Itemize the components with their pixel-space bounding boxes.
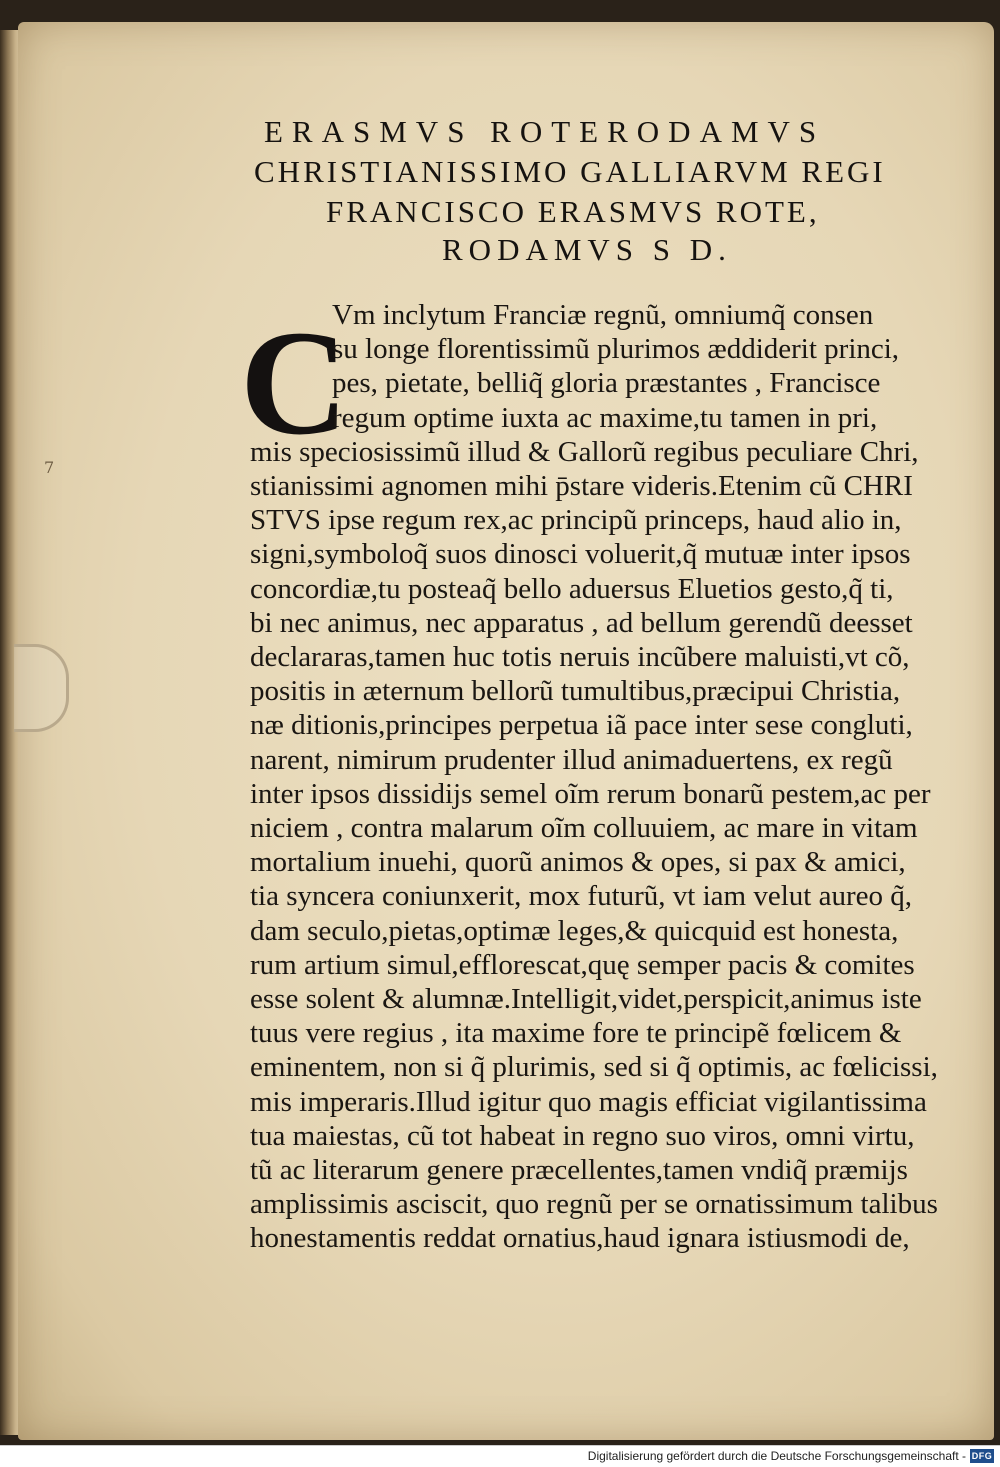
text-line: amplissimis asciscit, quo regnũ per se ornatissimum talibus: [250, 1188, 938, 1221]
heading-line: ERASMVS ROTERODAMVS: [264, 114, 826, 149]
heading-line: RODAMVS S D.: [442, 232, 732, 267]
text-line: dam seculo,pietas,optimæ leges,& quicquid est honesta,: [250, 914, 899, 947]
text-line: niciem , contra malarum oĩm colluuiem, ac mare in vitam: [250, 812, 918, 844]
text-line: STVS ipse regum rex,ac principũ princeps, haud alio in,: [250, 504, 902, 537]
heading-line: FRANCISCO ERASMVS ROTE,: [326, 194, 820, 229]
text-line: rum artium simul,efflorescat,quę semper pacis & comites: [250, 948, 915, 981]
heading-line: CHRISTIANISSIMO GALLIARVM REGI: [254, 154, 886, 189]
page-clip: [14, 644, 69, 732]
text-line: signi,symboloq̃ suos dinosci voluerit,q̃ mutuæ inter ipsos: [250, 538, 911, 571]
text-line: næ ditionis,principes perpetua iã pace inter sese congluti,: [250, 709, 913, 742]
text-line: declararas,tamen huc totis neruis incũbere maluisti,vt cõ,: [250, 641, 910, 673]
text-line: mis speciosissimũ illud & Gallorũ regibus peculiare Chri,: [250, 435, 919, 468]
text-line: esse solent & alumnæ.Intelligit,videt,perspicit,animus iste: [250, 983, 922, 1015]
book-page: [18, 22, 994, 1440]
text-line: concordiæ,tu posteaq̃ bello aduersus Eluetios gesto,q̃ ti,: [250, 572, 894, 605]
text-line: bi nec animus, nec apparatus , ad bellum gerendũ deesset: [250, 606, 913, 639]
text-line: eminentem, non si q̃ plurimis, sed si q̃ optimis, ac fœlicissi,: [250, 1051, 938, 1084]
text-line: narent, nimirum prudenter illud animaduertens, ex regũ: [250, 743, 893, 776]
text-line: Vm inclytum Franciæ regnũ, omniumq̃ consen: [332, 299, 874, 331]
text-line: stianissimi agnomen mihi p̄stare videris.Etenim cũ CHRI: [250, 470, 913, 502]
text-line: honestamentis reddat ornatius,haud ignara istiusmodi de,: [250, 1222, 910, 1255]
text-line: tia syncera coniunxerit, mox futurũ, vt iam velut aureo q̃,: [250, 880, 912, 913]
text-line: mis imperaris.Illud igitur quo magis efficiat vigilantissima: [250, 1085, 927, 1118]
footer-bar: [0, 1445, 1000, 1467]
dfg-logo: DFG: [971, 1451, 993, 1461]
text-line: su longe florentissimũ plurimos æddiderit princi,: [332, 333, 900, 366]
text-line: inter ipsos dissidijs semel oĩm rerum bonarũ pestem,ac per: [250, 777, 931, 810]
text-line: tua maiestas, cũ tot habeat in regno suo viros, omni virtu,: [250, 1119, 915, 1152]
drop-capital: C: [240, 300, 349, 466]
text-line: regum optime iuxta ac maxime,tu tamen in pri,: [332, 401, 878, 434]
text-line: tuus vere regius , ita maxime fore te principẽ fœlicem &: [250, 1017, 902, 1050]
margin-number: 7: [44, 458, 55, 477]
text-line: positis in æternum bellorũ tumultibus,præcipui Christia,: [250, 675, 901, 708]
footer-credit: Digitalisierung gefördert durch die Deutsche Forschungsgemeinschaft -: [587, 1449, 966, 1463]
text-line: mortalium inuehi, quorũ animos & opes, si pax & amici,: [250, 846, 906, 879]
text-line: tũ ac literarum genere præcellentes,tamen vndiq̃ præmijs: [250, 1154, 908, 1186]
text-line: pes, pietate, belliq̃ gloria præstantes , Francisce: [332, 367, 881, 400]
